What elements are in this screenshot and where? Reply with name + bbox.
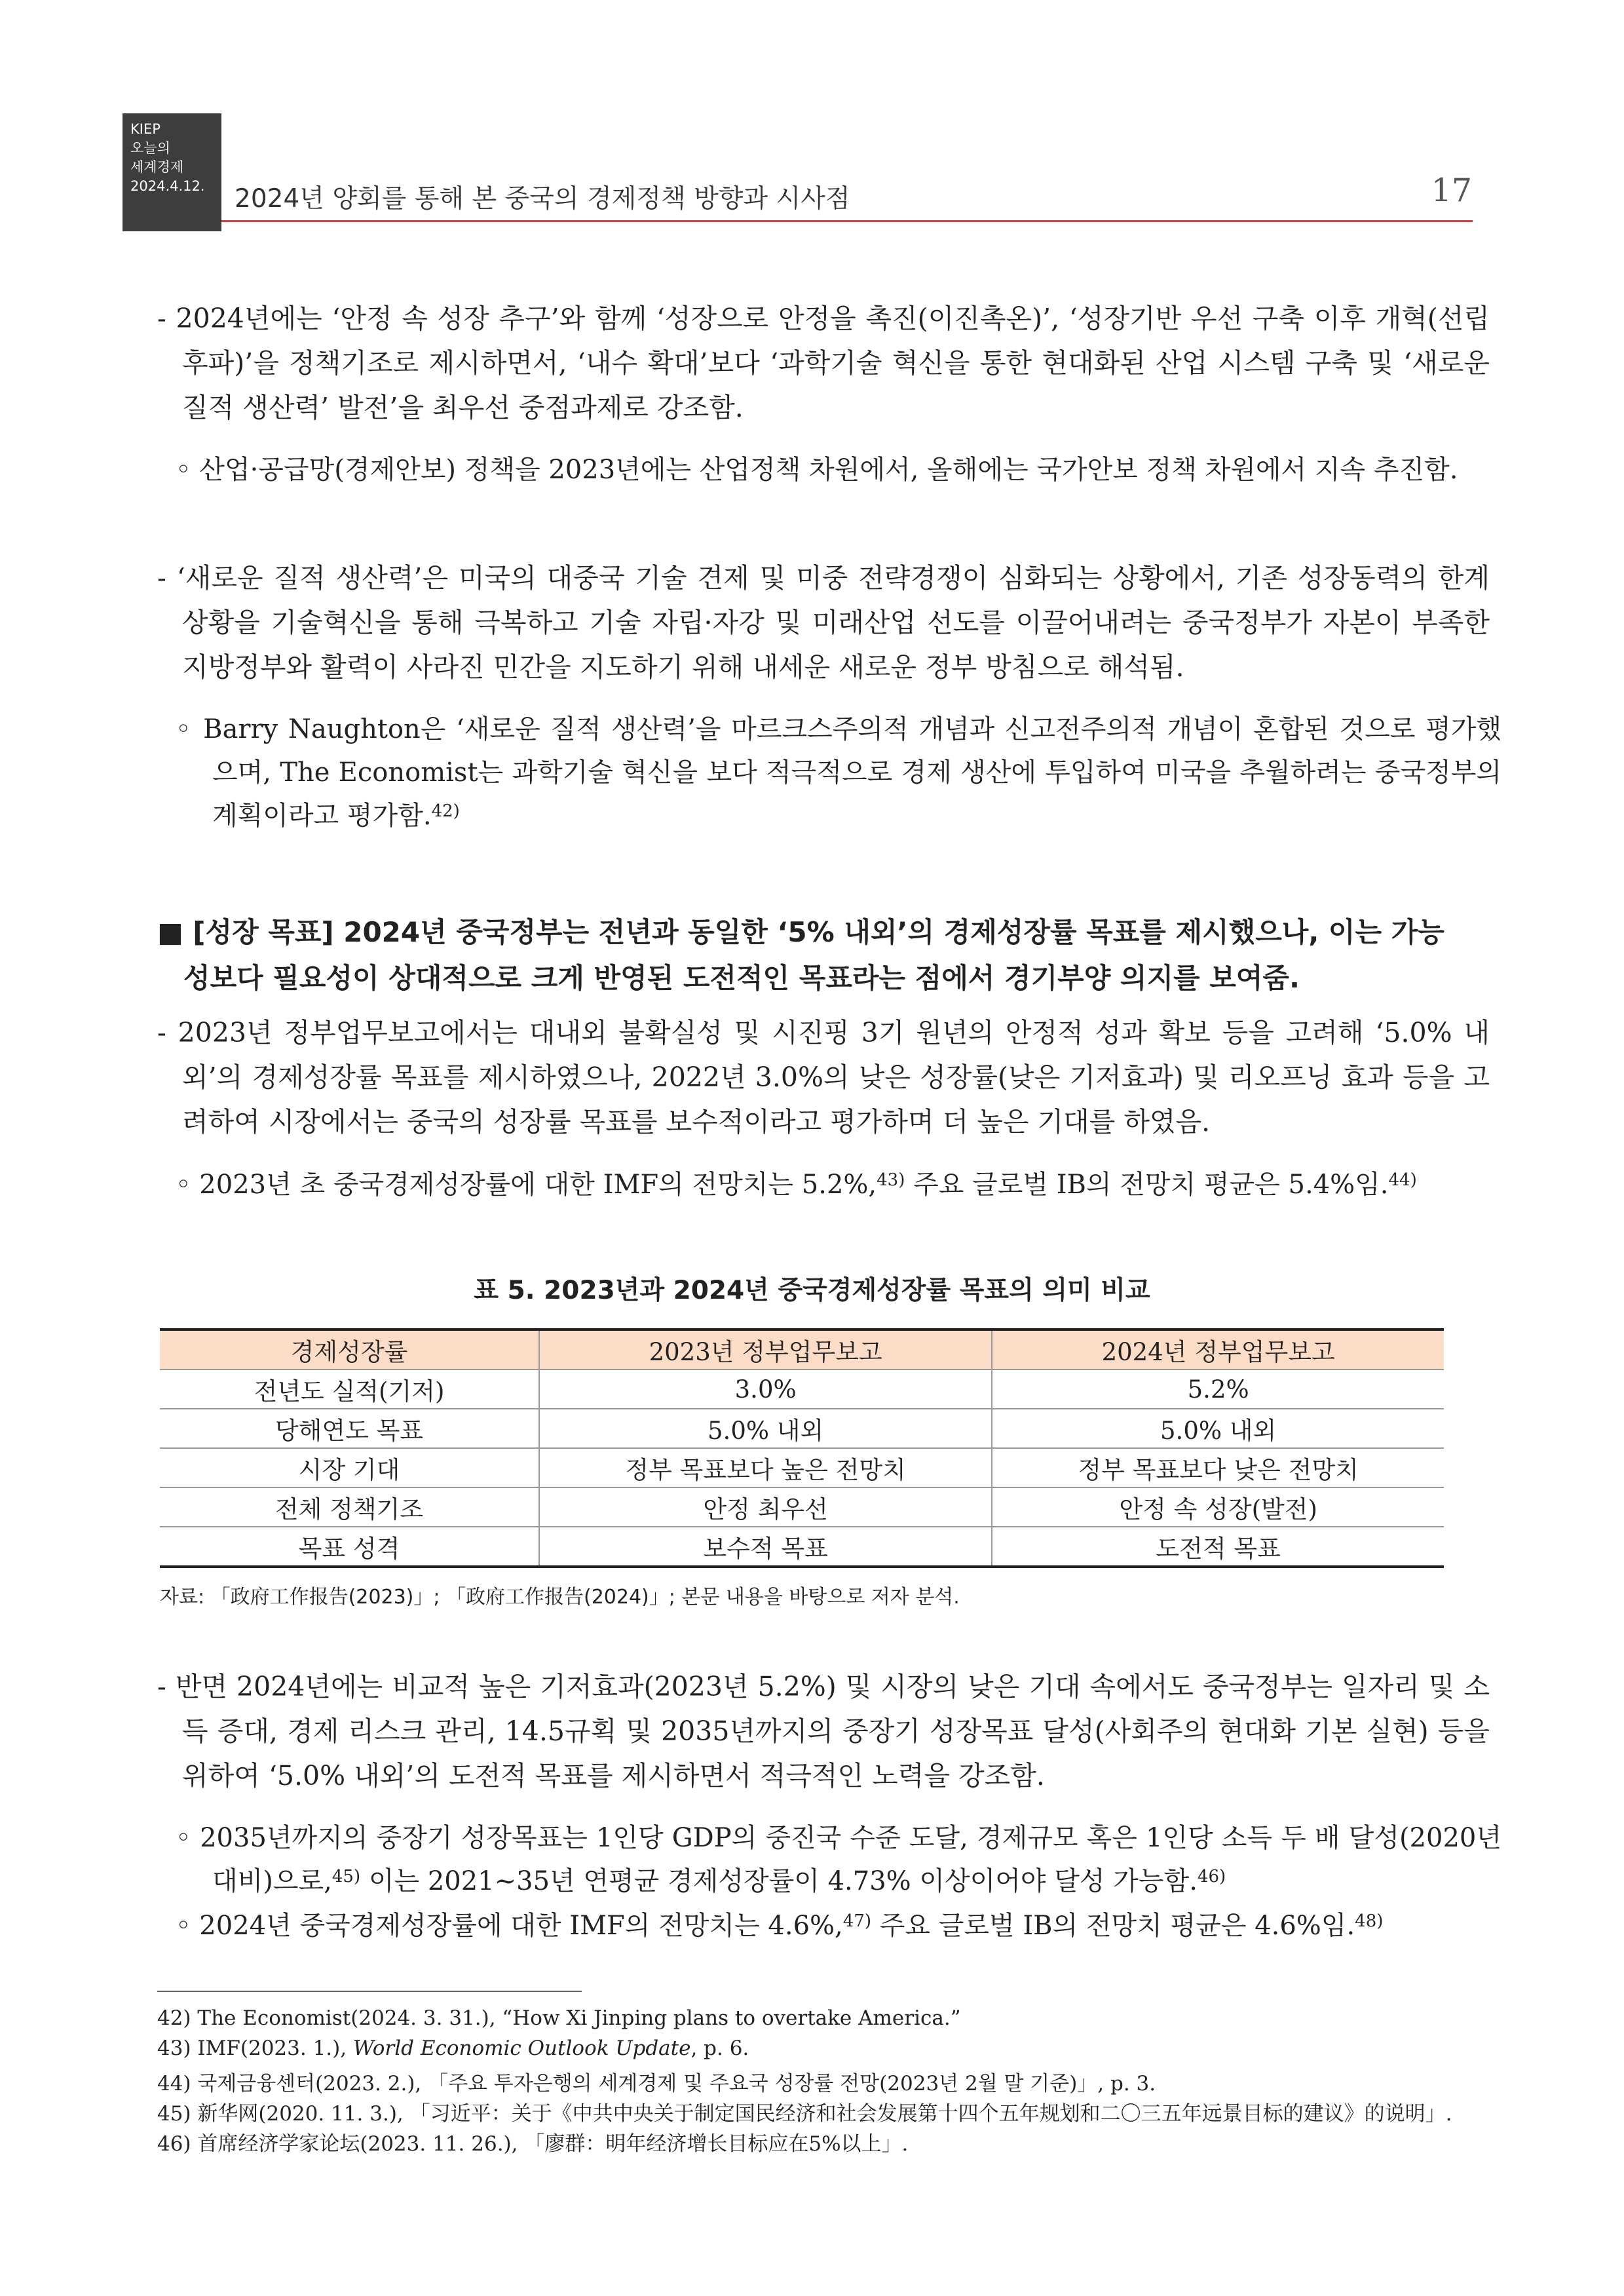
table-row <box>160 1527 1444 1567</box>
table-row <box>160 1409 1444 1448</box>
footnote-43-prefix: 43) IMF(2023. 1.), <box>157 2037 353 2060</box>
table-cell: 안정 최우선 <box>539 1487 992 1527</box>
table-cell: 당해연도 목표 <box>160 1409 539 1448</box>
footnote-44: 44) 국제금융센터(2023. 2.), 「주요 투자은행의 세계경제 및 주요국 성장률 전망(2023년 2월 말 기준)」, p. 3. <box>157 2072 1156 2095</box>
header-rule <box>221 220 1473 222</box>
footnote-ref-46[interactable]: 46) <box>1197 1867 1226 1886</box>
footnote-45: 45) 新华网(2020. 11. 3.), 「习近平：关于《中共中央关于制定国民经济和社会发展第十四个五年规划和二〇三五年远景目标的建议》的说明」. <box>157 2102 1452 2126</box>
footnote-43 <box>157 2037 749 2060</box>
bullet-2023-text-1: ◦ 2023년 초 중국경제성장률에 대한 IMF의 전망치는 5.2%, <box>176 1170 877 1200</box>
table-cell: 정부 목표보다 낮은 전망치 <box>992 1448 1444 1487</box>
paragraph-2023-report: - 2023년 정부업무보고에서는 대내외 불확실성 및 시진핑 3기 원년의 안정적 성과 확보 등을 고려해 ‘5.0% 내외’의 경제성장률 목표를 제시하였으나, 2022년 3.0%의 낮은 성장률(낮은 기저효과) 및 리오프닝 효과 등을 고려하여 시장에서는 중국의 성장률 목표를 보수적이라고 평가하며 더 높은 기대를 하였음. <box>157 1017 1490 1138</box>
badge-line-3: 세계경제 <box>130 159 184 175</box>
footnote-ref-45[interactable]: 45) <box>331 1867 361 1886</box>
table-cell: 안정 속 성장(발전) <box>992 1487 1444 1527</box>
footnote-ref-47[interactable]: 47) <box>842 1911 872 1931</box>
page-number: 17 <box>1431 172 1472 209</box>
running-header-title: 2024년 양회를 통해 본 중국의 경제정책 방향과 시사점 <box>235 184 850 214</box>
table-header-row <box>160 1330 1444 1369</box>
paragraph-2024-challenging-target: - 반면 2024년에는 비교적 높은 기저효과(2023년 5.2%) 및 시장의 낮은 기대 속에서도 중국정부는 일자리 및 소득 증대, 경제 리스크 관리, 14.5규획 및 2035년까지의 중장기 성장목표 달성(사회주의 현대화 기본 실현) 등을 위하여 ‘5.0% 내외’의 도전적 목표를 제시하면서 적극적인 노력을 강조함. <box>157 1671 1490 1791</box>
table-cell: 5.0% 내외 <box>539 1409 992 1448</box>
footnote-43-suffix: , p. 6. <box>690 2037 749 2060</box>
footnote-ref-44[interactable]: 44) <box>1388 1170 1417 1190</box>
footnote-ref-42[interactable]: 42) <box>431 801 460 821</box>
footnote-46: 46) 首席经济学家论坛(2023. 11. 26.), 「廖群：明年经济增长目标应在5%以上」. <box>157 2132 909 2156</box>
bullet-2035-text-1: ◦ 2035년까지의 중장기 성장목표는 1인당 GDP의 중진국 수준 도달, 경제규모 혹은 1인당 소득 두 배 달성(2020년 대비)으로, <box>176 1823 1501 1896</box>
table-cell: 5.0% 내외 <box>992 1409 1444 1448</box>
growth-target-table <box>160 1328 1444 1568</box>
table-cell: 3.0% <box>539 1369 992 1409</box>
table-source-note: 자료: 「政府工作报告(2023)」; 「政府工作报告(2024)」; 본문 내용을 바탕으로 저자 분석. <box>160 1586 960 1609</box>
bullet-2024-imf-forecast <box>176 1904 1501 1947</box>
footnote-42: 42) The Economist(2024. 3. 31.), “How Xi Jinping plans to overtake America.” <box>157 2006 961 2030</box>
table-cell: 목표 성격 <box>160 1527 539 1567</box>
table-row <box>160 1487 1444 1527</box>
footnote-rule <box>157 1991 582 1992</box>
table-cell: 5.2% <box>992 1369 1444 1409</box>
section-growth-target-heading: ■ [성장 목표] 2024년 중국정부는 전년과 동일한 ‘5% 내외’의 경제성장률 목표를 제시했으나, 이는 가능성보다 필요성이 상대적으로 크게 반영된 도전적인 목표라는 점에서 경기부양 의지를 보여줌. <box>157 916 1445 994</box>
bullet-naughton-text: ◦ Barry Naughton은 ‘새로운 질적 생산력’을 마르크스주의적 개념과 신고전주의적 개념이 혼합된 것으로 평가했으며, The Economist는 과학기술 혁신을 보다 적극적으로 경제 생산에 투입하여 미국을 추월하려는 중국정부의 계획이라고 평가함. <box>176 714 1501 831</box>
badge-line-1: KIEP <box>130 121 161 137</box>
table-header-cell: 2023년 정부업무보고 <box>539 1330 992 1369</box>
kiep-badge <box>123 113 221 231</box>
badge-line-2: 오늘의 <box>130 140 170 156</box>
table-cell: 시장 기대 <box>160 1448 539 1487</box>
table-cell: 전체 정책기조 <box>160 1487 539 1527</box>
table-row <box>160 1448 1444 1487</box>
badge-line-4: 2024.4.12. <box>130 178 205 194</box>
bullet-supply-chain: ◦ 산업·공급망(경제안보) 정책을 2023년에는 산업정책 차원에서, 올해에는 국가안보 정책 차원에서 지속 추진함. <box>176 455 1458 485</box>
bullet-2024-text-1: ◦ 2024년 중국경제성장률에 대한 IMF의 전망치는 4.6%, <box>176 1911 843 1941</box>
table-cell: 정부 목표보다 높은 전망치 <box>539 1448 992 1487</box>
paragraph-policy-2024: - 2024년에는 ‘안정 속 성장 추구’와 함께 ‘성장으로 안정을 촉진(이진촉온)’, ‘성장기반 우선 구축 이후 개혁(선립후파)’을 정책기조로 제시하면서, ‘내수 확대’보다 ‘과학기술 혁신을 통한 현대화된 산업 시스템 구축 및 ‘새로운 질적 생산력’ 발전’을 최우선 중점과제로 강조함. <box>157 303 1490 423</box>
footnote-43-title: World Economic Outlook Update <box>352 2037 691 2060</box>
bullet-2023-imf-forecast <box>176 1163 1501 1206</box>
bullet-2035-goal <box>176 1816 1501 1903</box>
table-header-cell: 2024년 정부업무보고 <box>992 1330 1444 1369</box>
table-title: 표 5. 2023년과 2024년 중국경제성장률 목표의 의미 비교 <box>474 1276 1150 1305</box>
table-header-cell: 경제성장률 <box>160 1330 539 1369</box>
table-cell: 보수적 목표 <box>539 1527 992 1567</box>
bullet-naughton-economist <box>176 708 1501 837</box>
bullet-2023-text-2: 주요 글로벌 IB의 전망치 평균은 5.4%임. <box>905 1170 1389 1200</box>
footnote-ref-48[interactable]: 48) <box>1355 1911 1384 1931</box>
bullet-2024-text-2: 주요 글로벌 IB의 전망치 평균은 4.6%임. <box>871 1911 1355 1941</box>
bullet-2035-text-2: 이는 2021~35년 연평균 경제성장률이 4.73% 이상이어야 달성 가능함. <box>360 1866 1198 1896</box>
table-row <box>160 1369 1444 1409</box>
footnote-ref-43[interactable]: 43) <box>877 1170 905 1190</box>
table-cell: 도전적 목표 <box>992 1527 1444 1567</box>
paragraph-new-productive-forces: - ‘새로운 질적 생산력’은 미국의 대중국 기술 견제 및 미중 전략경쟁이 심화되는 상황에서, 기존 성장동력의 한계 상황을 기술혁신을 통해 극복하고 기술 자립·자강 및 미래산업 선도를 이끌어내려는 중국정부가 자본이 부족한 지방정부와 활력이 사라진 민간을 지도하기 위해 내세운 새로운 정부 방침으로 해석됨. <box>157 562 1490 683</box>
table-cell: 전년도 실적(기저) <box>160 1369 539 1409</box>
